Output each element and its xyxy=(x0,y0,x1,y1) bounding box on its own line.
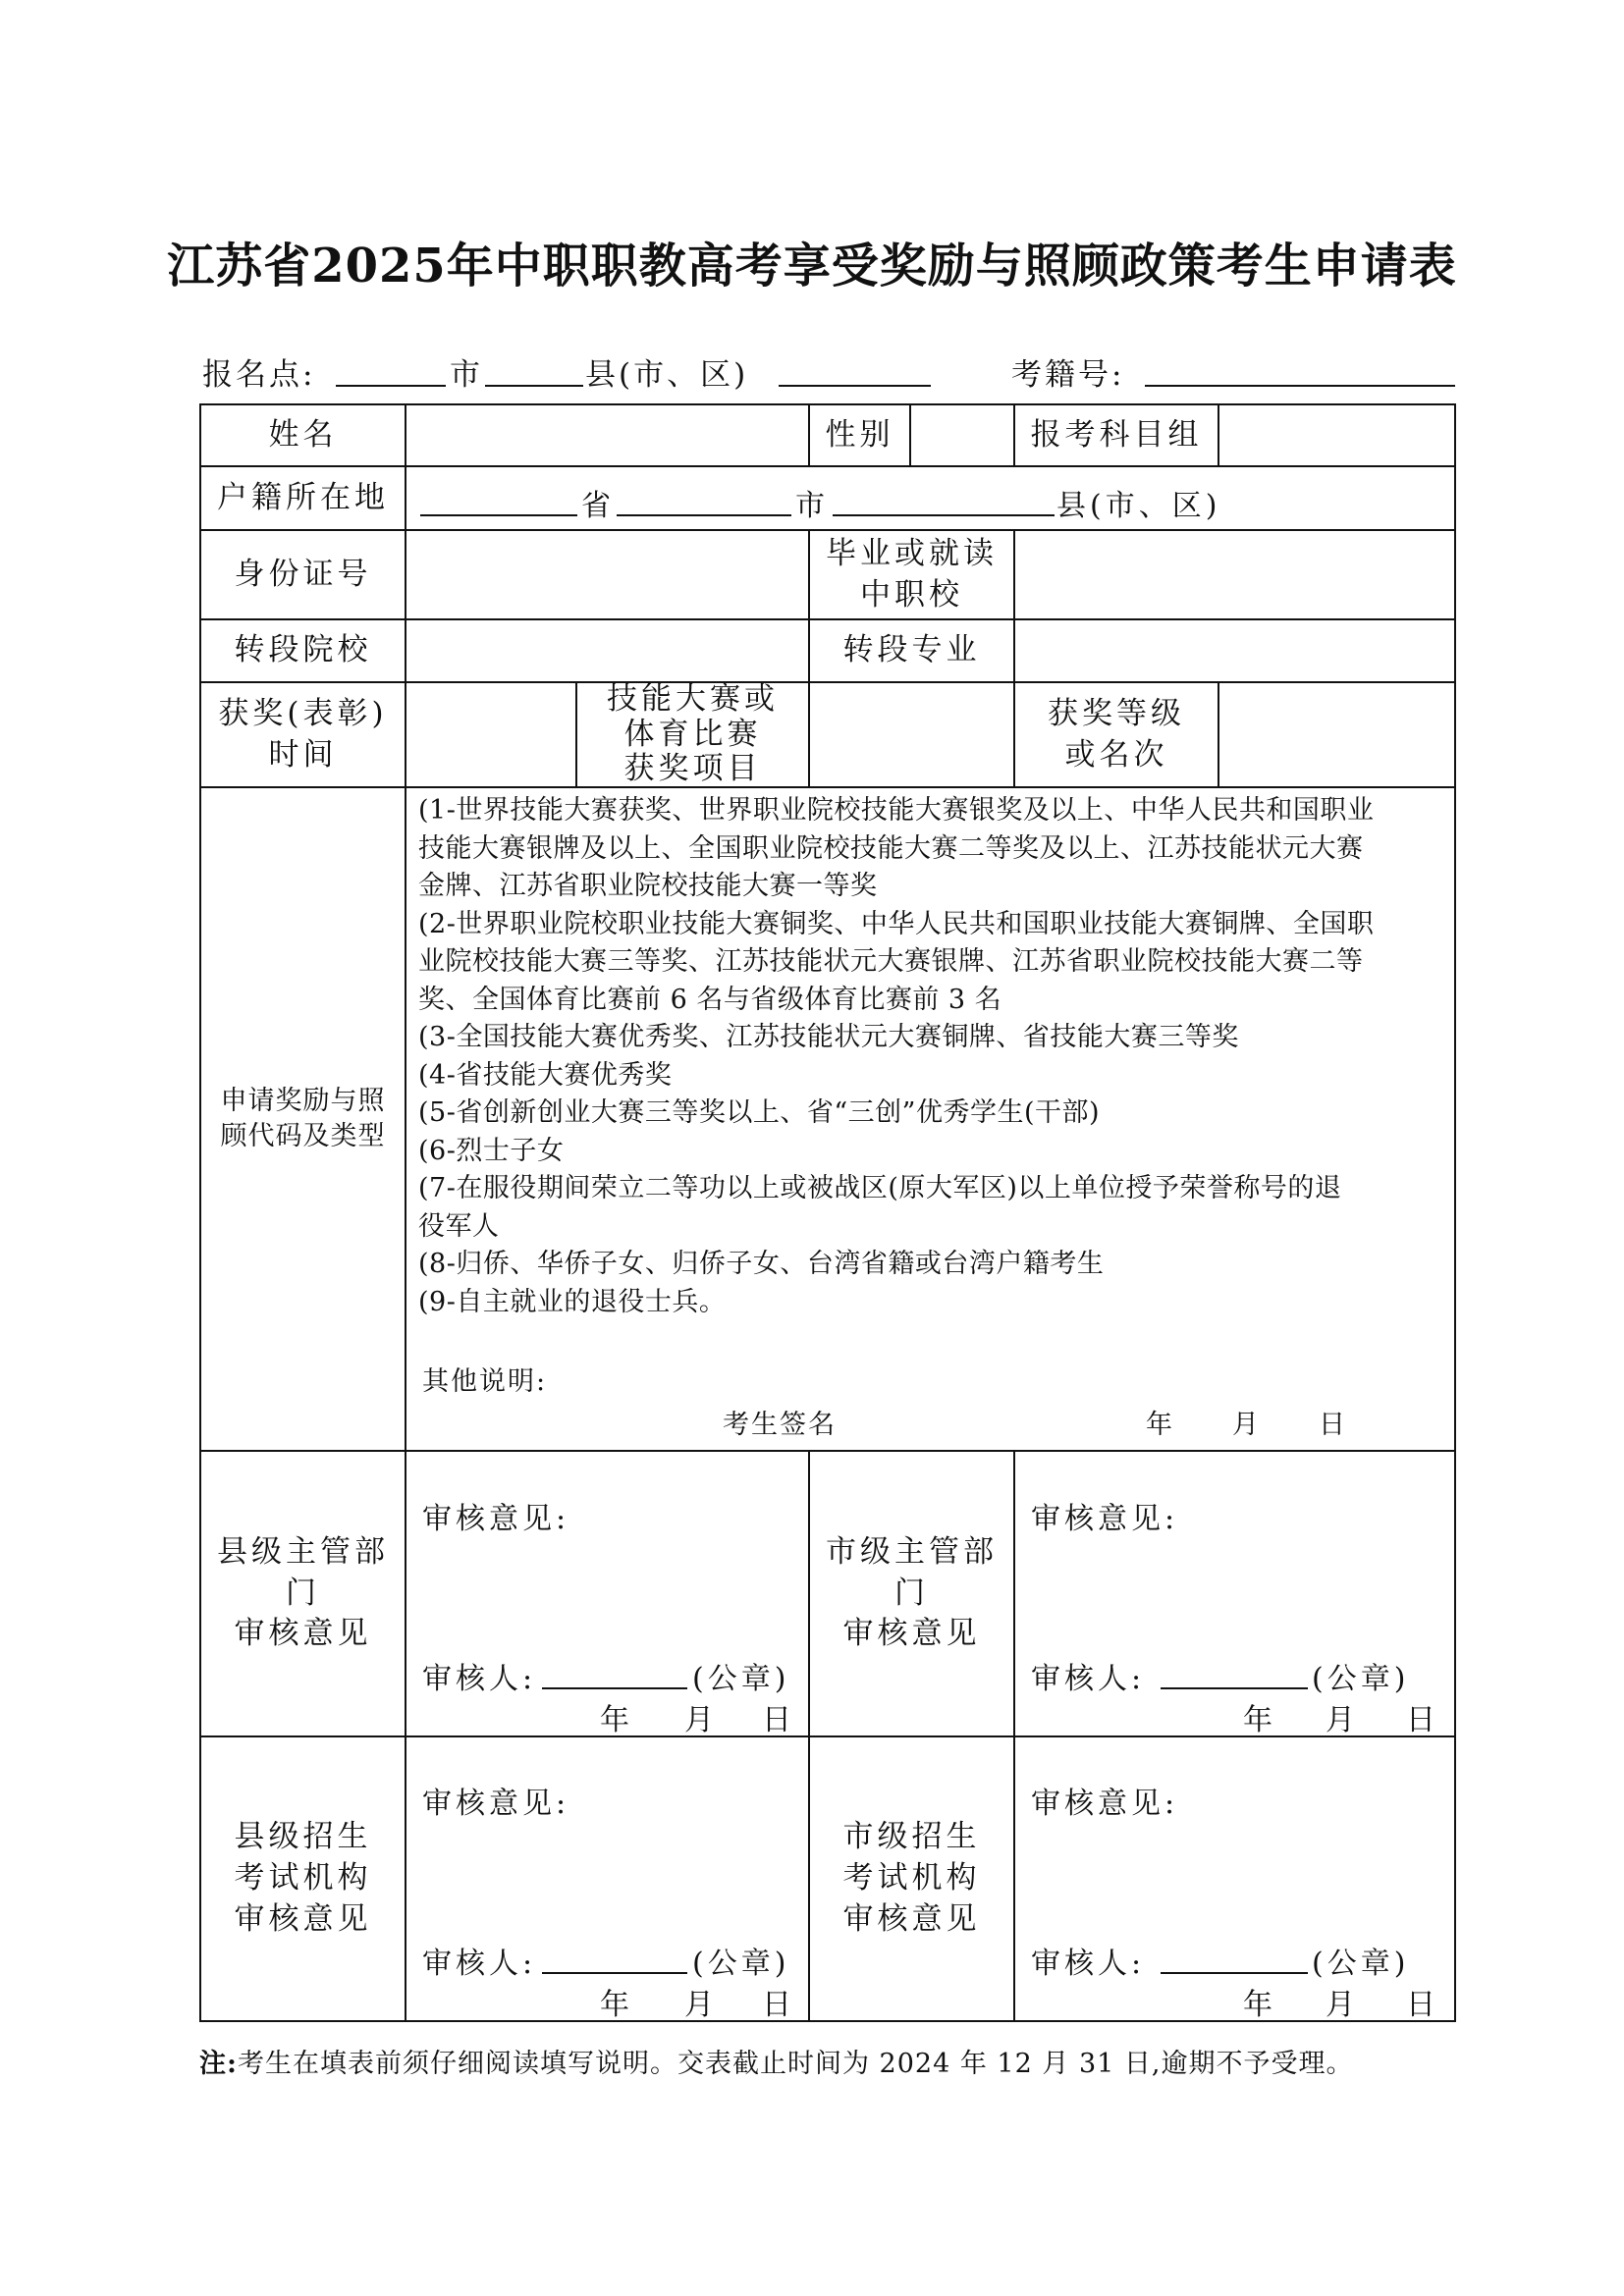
page-title: 江苏省2025年中职职教高考享受奖励与照顾政策考生申请表 xyxy=(167,239,1457,294)
transfer-school-label: 转段院校 xyxy=(234,632,372,668)
county-exam-line2: 考试机构 xyxy=(234,1860,372,1896)
sign-day: 日 xyxy=(1319,1410,1347,1440)
award-level-line1: 获奖等级 xyxy=(1048,695,1185,731)
transfer-major-label: 转段专业 xyxy=(842,632,981,668)
award-level-field[interactable] xyxy=(1219,683,1454,786)
county-exam-seal: (公章) xyxy=(692,1947,790,1981)
grid-line xyxy=(1013,1450,1015,2022)
county-dept-reviewer-label: 审核人: xyxy=(422,1662,537,1696)
county-exam-reviewer-label: 审核人: xyxy=(422,1947,537,1981)
footnote-label: 注: xyxy=(199,2049,238,2079)
school-label-line1: 毕业或就读 xyxy=(826,535,998,571)
city-exam-line2: 考试机构 xyxy=(842,1860,981,1896)
city-exam-seal: (公章) xyxy=(1312,1947,1410,1981)
sign-month: 月 xyxy=(1232,1410,1261,1440)
county-dept-line1: 县级主管部门 xyxy=(217,1533,389,1611)
list-item: (3-全国技能大赛优秀奖、江苏技能状元大赛铜牌、省技能大赛三等奖 xyxy=(418,1022,1239,1052)
city-dept-day: 日 xyxy=(1406,1703,1439,1737)
header-city-label: 市 xyxy=(450,357,483,393)
city-dept-label xyxy=(810,1452,1013,1735)
city-exam-opinion-label: 审核意见: xyxy=(1031,1787,1179,1821)
list-item: (1-世界技能大赛获奖、世界职业院校技能大赛银奖及以上、中华人民共和国职业 xyxy=(418,795,1375,826)
id-card-field[interactable] xyxy=(406,531,808,618)
gender-label: 性别 xyxy=(825,416,894,453)
county-dept-day: 日 xyxy=(762,1703,795,1737)
list-item: (9-自主就业的退役士兵。 xyxy=(418,1286,727,1317)
city-exam-month: 月 xyxy=(1326,1988,1359,2022)
county-dept-seal: (公章) xyxy=(692,1662,790,1696)
award-level-label xyxy=(1015,683,1218,786)
id-card-label: 身份证号 xyxy=(234,556,372,592)
other-note-label: 其他说明: xyxy=(422,1366,548,1397)
household-label: 户籍所在地 xyxy=(217,479,389,515)
school-field[interactable] xyxy=(1015,531,1454,618)
apply-code-list xyxy=(418,792,1435,1321)
name-label: 姓名 xyxy=(268,416,338,453)
city-exam-day: 日 xyxy=(1406,1988,1439,2022)
footnote-text: 考生在填表前须仔细阅读填写说明。交表截止时间为 2024 年 12 月 31 日,逾期不予受理。 xyxy=(237,2049,1354,2079)
apply-code-line1: 申请奖励与照 xyxy=(220,1085,386,1116)
city-dept-seal: (公章) xyxy=(1312,1662,1410,1696)
list-item: (6-烈士子女 xyxy=(418,1135,565,1166)
district-underline[interactable] xyxy=(779,385,931,387)
subject-group-field[interactable] xyxy=(1219,405,1454,465)
county-dept-month: 月 xyxy=(684,1703,718,1737)
county-underline[interactable] xyxy=(485,385,583,387)
county-exam-label xyxy=(201,1737,405,2020)
county-exam-month: 月 xyxy=(684,1988,718,2022)
city-dept-line2: 审核意见 xyxy=(842,1616,981,1652)
county-dept-year: 年 xyxy=(600,1703,633,1737)
name-field[interactable] xyxy=(406,405,808,465)
city-dept-opinion-label: 审核意见: xyxy=(1031,1502,1179,1536)
city-dept-reviewer-label: 审核人: xyxy=(1031,1662,1146,1696)
list-item: (8-归侨、华侨子女、归侨子女、台湾省籍或台湾户籍考生 xyxy=(418,1249,1105,1279)
city-dept-reviewer-field[interactable] xyxy=(1161,1687,1308,1689)
city-exam-label xyxy=(810,1737,1013,2020)
city-exam-year: 年 xyxy=(1243,1988,1276,2022)
sign-year: 年 xyxy=(1146,1410,1174,1440)
county-exam-line3: 审核意见 xyxy=(234,1900,372,1937)
gender-field[interactable] xyxy=(911,405,1013,465)
county-dept-line2: 审核意见 xyxy=(234,1616,372,1652)
county-field[interactable] xyxy=(833,514,1055,516)
county-exam-opinion-label: 审核意见: xyxy=(422,1787,570,1821)
list-item: 役军人 xyxy=(418,1210,500,1242)
exam-no-underline[interactable] xyxy=(1145,385,1455,387)
candidate-sign-label: 考生签名 xyxy=(723,1410,837,1440)
award-time-line1: 获奖(表彰) xyxy=(218,695,388,731)
award-time-line2: 时间 xyxy=(268,736,338,773)
footnote xyxy=(199,2042,1353,2080)
list-item: (7-在服役期间荣立二等功以上或被战区(原大军区)以上单位授予荣誉称号的退 xyxy=(418,1173,1342,1203)
city-dept-line1: 市级主管部门 xyxy=(826,1533,998,1611)
award-item-field[interactable] xyxy=(810,683,1013,786)
city-exam-reviewer-field[interactable] xyxy=(1161,1972,1308,1974)
school-label-line2: 中职校 xyxy=(860,576,963,613)
county-exam-reviewer-field[interactable] xyxy=(542,1972,687,1974)
county-dept-label xyxy=(201,1452,405,1735)
list-item: 业院校技能大赛三等奖、江苏技能状元大赛银牌、江苏省职业院校技能大赛二等 xyxy=(418,946,1364,977)
list-item: (5-省创新创业大赛三等奖以上、省“三创”优秀学生(干部) xyxy=(418,1097,1101,1128)
city-field[interactable] xyxy=(617,514,791,516)
transfer-school-field[interactable] xyxy=(406,620,808,681)
list-item: (2-世界职业院校职业技能大赛铜奖、中华人民共和国职业技能大赛铜牌、全国职 xyxy=(418,908,1375,939)
city-dept-year: 年 xyxy=(1243,1703,1276,1737)
county-dept-reviewer-field[interactable] xyxy=(542,1687,687,1689)
province-suffix: 省 xyxy=(581,489,615,523)
subject-group-label: 报考科目组 xyxy=(1030,416,1203,453)
list-item: 奖、全国体育比赛前 6 名与省级体育比赛前 3 名 xyxy=(418,984,1002,1015)
county-exam-day: 日 xyxy=(762,1988,795,2022)
award-time-field[interactable] xyxy=(406,683,575,786)
city-dept-month: 月 xyxy=(1326,1703,1359,1737)
transfer-major-field[interactable] xyxy=(1015,620,1454,681)
city-suffix: 市 xyxy=(795,489,829,523)
county-exam-line1: 县级招生 xyxy=(234,1819,372,1855)
city-exam-reviewer-label: 审核人: xyxy=(1031,1947,1146,1981)
header-county-label: 县(市、区) xyxy=(585,357,749,393)
list-item: 金牌、江苏省职业院校技能大赛一等奖 xyxy=(418,871,878,901)
award-time-label xyxy=(201,683,405,786)
award-level-line2: 或名次 xyxy=(1064,736,1168,773)
grid-line xyxy=(1454,403,1456,2022)
award-item-line2: 体育比赛 xyxy=(623,716,762,752)
award-item-line3: 获奖项目 xyxy=(623,751,762,787)
county-exam-year: 年 xyxy=(600,1988,633,2022)
county-dept-opinion-label: 审核意见: xyxy=(422,1502,570,1536)
list-item: 技能大赛银牌及以上、全国职业院校技能大赛二等奖及以上、江苏技能状元大赛 xyxy=(418,832,1364,864)
apply-code-line2: 顾代码及类型 xyxy=(220,1121,386,1151)
city-exam-line1: 市级招生 xyxy=(842,1819,981,1855)
registration-point-label: 报名点: xyxy=(202,357,316,393)
list-item: (4-省技能大赛优秀奖 xyxy=(418,1059,673,1091)
city-exam-line3: 审核意见 xyxy=(842,1900,981,1937)
city-underline[interactable] xyxy=(336,385,446,387)
award-item-line1: 技能大赛或 xyxy=(607,681,779,718)
award-item-label xyxy=(577,683,808,786)
apply-code-label xyxy=(201,788,405,1450)
county-suffix: 县(市、区) xyxy=(1056,489,1221,523)
province-field[interactable] xyxy=(420,514,577,516)
school-label xyxy=(810,531,1013,618)
exam-no-label: 考籍号: xyxy=(1011,357,1125,393)
